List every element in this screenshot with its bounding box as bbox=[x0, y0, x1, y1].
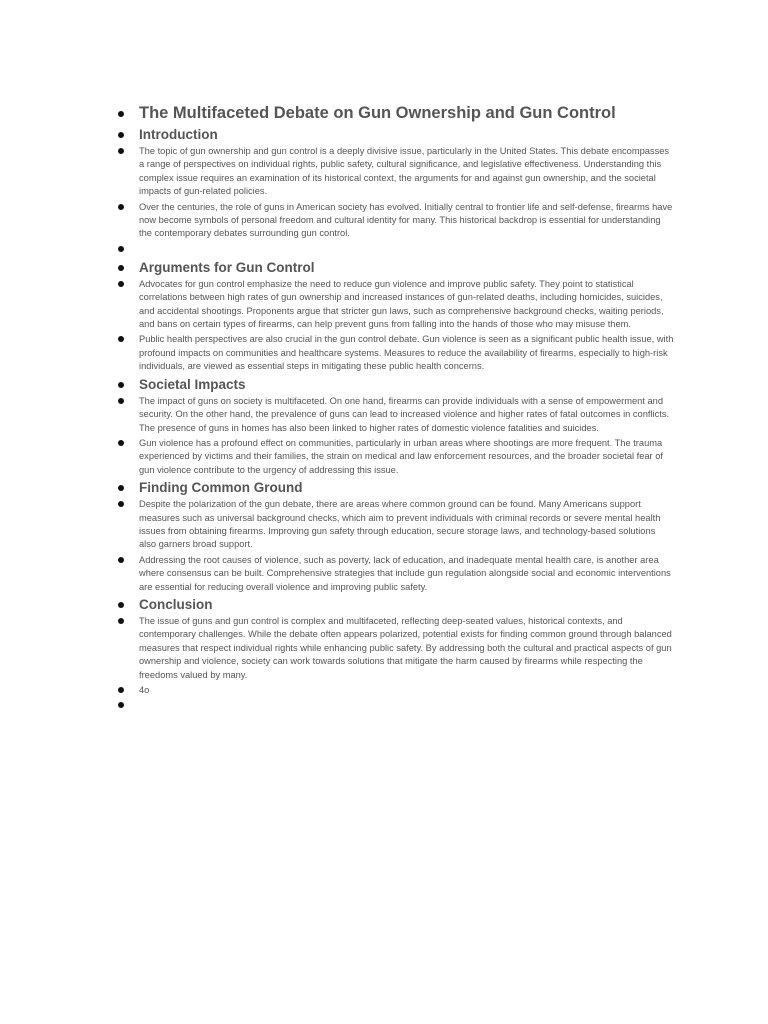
bullet-icon bbox=[118, 398, 124, 404]
paragraph-text: Over the centuries, the role of guns in American society has evolved. Initially central to frontier life and self-defense, firearms have now become symbols of personal freedom and cultural identity for many. This historical backdrop is essential for understanding the contemporary debates surrounding gun control. bbox=[139, 201, 673, 239]
paragraph-item bbox=[118, 145, 674, 199]
paragraph-text: Advocates for gun control emphasize the need to reduce gun violence and improve public safety. They point to statistical correlations between high rates of gun ownership and increased instances of gun-related deaths, including homicides, suicides, and accidental shootings. Proponents argue that stricter gun laws, such as comprehensive background checks, waiting periods, and bans on certain types of firearms, can help prevent guns from falling into the hands of those who may misuse them. bbox=[139, 278, 664, 330]
empty-list-item bbox=[118, 699, 674, 713]
bullet-icon bbox=[118, 148, 124, 154]
bullet-icon bbox=[118, 602, 124, 608]
section-heading: Introduction bbox=[139, 127, 218, 142]
paragraph-text: The issue of guns and gun control is complex and multifaceted, reflecting deep-seated values, historical contexts, and contemporary challenges. While the debate often appears polarized, potential exists for finding common ground through balanced measures that respect individual rights while enhancing public safety. By addressing both the cultural and practical aspects of gun ownership and violence, society can work towards solutions that mitigate the harm caused by firearms while respecting the freedoms valued by many. bbox=[139, 615, 672, 680]
bullet-icon bbox=[118, 336, 124, 342]
section-heading-gun-control bbox=[118, 259, 674, 276]
bullet-icon bbox=[118, 501, 124, 507]
bullet-icon bbox=[118, 687, 124, 693]
paragraph-text: Gun violence has a profound effect on communities, particularly in urban areas where shootings are more frequent. The trauma experienced by victims and their families, the strain on medical and law enforcement resources, and the broader societal fear of gun violence contribute to the urgency of addressing this issue. bbox=[139, 437, 663, 475]
paragraph-item bbox=[118, 554, 674, 594]
bullet-icon bbox=[118, 618, 124, 624]
bullet-icon bbox=[118, 557, 124, 563]
paragraph-item bbox=[118, 395, 674, 435]
document-title-item bbox=[118, 103, 674, 124]
section-heading: Conclusion bbox=[139, 596, 213, 612]
document-bullet-list bbox=[118, 103, 674, 715]
bullet-icon bbox=[118, 132, 124, 138]
section-heading: Arguments for Gun Control bbox=[139, 259, 315, 275]
paragraph-text: The impact of guns on society is multifaceted. On one hand, firearms can provide individuals with a sense of empowerment and security. On the other hand, the prevalence of guns can lead to increased violence and higher rates of fatal outcomes in conflicts. The presence of guns in homes has also been linked to higher rates of domestic violence fatalities and suicides. bbox=[139, 395, 670, 433]
section-heading: Finding Common Ground bbox=[139, 480, 303, 496]
bullet-icon bbox=[118, 246, 124, 252]
section-heading-common-ground bbox=[118, 479, 674, 496]
paragraph-item bbox=[118, 615, 674, 682]
bullet-icon bbox=[118, 204, 124, 210]
paragraph-text: Addressing the root causes of violence, such as poverty, lack of education, and inadequate mental health care, is another area where consensus can be built. Comprehensive strategies that include gun regulation alongside social and economic interventions are essential for reducing overall violence and improving public safety. bbox=[139, 554, 671, 592]
bullet-icon bbox=[118, 485, 124, 491]
section-heading-introduction bbox=[118, 126, 674, 143]
empty-list-item bbox=[118, 243, 674, 257]
section-heading-societal-impacts bbox=[118, 376, 674, 393]
paragraph-item bbox=[118, 278, 674, 332]
section-heading: Societal Impacts bbox=[139, 376, 246, 392]
paragraph-item bbox=[118, 201, 674, 241]
paragraph-text: Public health perspectives are also crucial in the gun control debate. Gun violence is seen as a significant public health issue, with profound impacts on communities and healthcare systems. Measures to reduce the availability of firearms, especially to high-risk individuals, are viewed as essential steps in mitigating these public health concerns. bbox=[139, 334, 674, 372]
paragraph-text: The topic of gun ownership and gun control is a deeply divisive issue, particularly in the United States. This debate encompasses a range of perspectives on individual rights, public safety, cultural significance, and legislative effectiveness. Understanding this complex issue requires an examination of its historical context, the arguments for and against gun ownership, and the societal impacts of gun-related policies. bbox=[139, 146, 670, 197]
bullet-icon bbox=[118, 702, 124, 708]
section-heading-conclusion bbox=[118, 596, 674, 613]
trailing-text-item bbox=[118, 684, 674, 697]
bullet-icon bbox=[118, 111, 124, 117]
bullet-icon bbox=[118, 265, 124, 271]
paragraph-item bbox=[118, 333, 674, 373]
bullet-icon bbox=[118, 382, 124, 388]
trailing-text: 4o bbox=[139, 685, 150, 695]
paragraph-item bbox=[118, 437, 674, 477]
document-title: The Multifaceted Debate on Gun Ownership and Gun Control bbox=[139, 104, 616, 122]
paragraph-text: Despite the polarization of the gun debate, there are areas where common ground can be found. Many Americans support measures such as universal background checks, which aim to prevent individuals with criminal records or severe mental health issues from obtaining firearms. Improving gun safety through education, secure storage laws, and technology-based solutions also garners broad support. bbox=[139, 499, 661, 550]
paragraph-item bbox=[118, 498, 674, 552]
bullet-icon bbox=[118, 281, 124, 287]
bullet-icon bbox=[118, 440, 124, 446]
